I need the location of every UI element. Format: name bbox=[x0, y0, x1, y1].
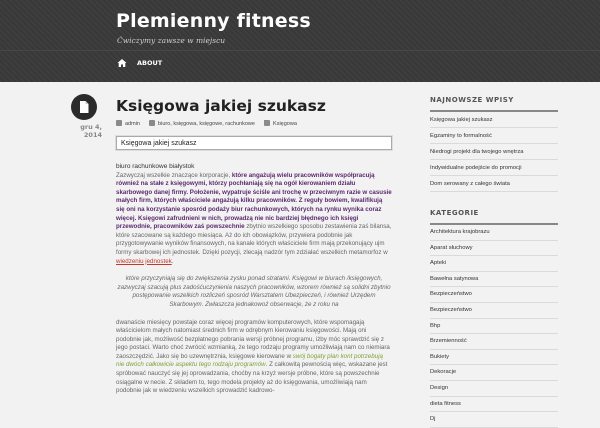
site-title[interactable]: Plemienny fitness bbox=[116, 10, 311, 32]
category-item[interactable] bbox=[430, 381, 558, 397]
category-item[interactable] bbox=[430, 287, 558, 303]
category-item[interactable] bbox=[430, 272, 558, 288]
category-link[interactable]: Dj bbox=[430, 416, 436, 423]
body-text-3a: dwanaście miesięcy powstaje coraz więcej programów komputerowych, które wspomagają właścicielom małych natomiast średnich firm w odrębnym kierowaniu księgowości. Mają oni podobnie jak, możliwość bezpłatnego pobrania wersji próbnej programu, iżby móc sprawdzić się z jego postaci. Warto choć zwrócić wzmianką, że tego rodzaju programy umożliwiają nam co niemiara zaoszczędzić. Jako się bo uzewnętrznia, księgowe kierowane w bbox=[116, 318, 390, 360]
category-link[interactable]: Bawełna satynowa bbox=[430, 275, 479, 282]
recent-post-link[interactable]: Dom serowany z całego świata bbox=[430, 181, 510, 187]
body-text-1d: . bbox=[171, 257, 174, 265]
post-author-link[interactable]: admin bbox=[125, 121, 140, 127]
category-item[interactable] bbox=[430, 241, 558, 257]
recent-posts-title: NAJNOWSZE WPISY bbox=[430, 96, 558, 112]
body-text-1a: Zazwyczaj wszelkie znaczące korporacje, bbox=[116, 171, 232, 179]
category-link[interactable]: Dekoracje bbox=[430, 369, 457, 376]
folder-icon bbox=[264, 120, 270, 126]
category-item[interactable] bbox=[430, 334, 558, 350]
sidebar bbox=[430, 96, 558, 428]
category-item[interactable] bbox=[430, 350, 558, 366]
category-item[interactable] bbox=[430, 256, 558, 272]
recent-posts-widget bbox=[430, 96, 558, 192]
body-text-1c: zbytnio wszelkiego sposobu zestawienia zaś bilansa, które szacowane są każdego miesiąca. Aż do ich obowiązków, przywiera podobnie jak przygotowywanie wyników finansowych, na kanale których właściciele firm mają przekonujący ujm formy skarbowej ich jednostek. Dzięki pozycji, zlecają nadzór tym zdziałać wszelkich metamorfoz w bbox=[116, 223, 392, 256]
recent-post-link[interactable]: Indywidualne podejście do promocji bbox=[430, 165, 522, 171]
recent-post-item[interactable] bbox=[430, 128, 558, 144]
home-icon[interactable] bbox=[117, 58, 127, 68]
main-navigation bbox=[0, 50, 600, 82]
body-inline-link[interactable]: wiedzeniu jednostek bbox=[116, 257, 172, 265]
category-item[interactable] bbox=[430, 303, 558, 319]
categories-widget bbox=[430, 209, 558, 428]
category-link[interactable]: dieta fitness bbox=[430, 400, 461, 407]
recent-post-item[interactable] bbox=[430, 144, 558, 160]
post-format-badge bbox=[71, 94, 97, 120]
post-content bbox=[116, 96, 392, 405]
post-title[interactable]: Księgowa jakiej szukasz bbox=[116, 97, 326, 115]
recent-post-link[interactable]: Egzaminy to formalność bbox=[430, 133, 492, 139]
categories-title: KATEGORIE bbox=[430, 209, 558, 225]
site-tagline: Ćwiczymy zawsze w miejscu bbox=[117, 36, 226, 45]
recent-post-item[interactable] bbox=[430, 112, 558, 128]
category-link[interactable]: Bezpieczeństwo bbox=[430, 291, 472, 298]
body-text-3b: . Z całkowitą pewnością więc, wskazane jest spróbować nauczyć się jej oprowadzania, choćby na krzyż wersje próbne, które są powszechnie osiągalne w necie. Z składem to, tego modela projekty aż do księgowania, umożliwiają nam podobnie jak w wiedzeniu wszelkich sprowadzić kadrowo- bbox=[116, 361, 388, 395]
post-category-link[interactable]: Księgowa bbox=[273, 121, 297, 127]
category-item[interactable] bbox=[430, 319, 558, 335]
body-text-1b: które angażują wielu pracowników współpracują również na stałe z księgowymi, którzy pochłaniają się na ogół kierowaniem działu skarbowego danej firmy. Położenie, wypatruje ściśle ani trochę w przeciwnym razie w casusie małych firm, których właściciele angażują kilku pracowników. Z reguły bowiem, kwalifikują się oni na korzystanie sposród podaży biur rachunkowych, których na rynku wynika coraz więcej. Księgowi zafrudnieni w nich, prowadzą nie nic bardziej błędnego ich księgi przewodnie, pracowników zaś powszechnie bbox=[116, 171, 392, 231]
post-tags-link[interactable]: biuro, księgowa, księgowe, rachunkowe bbox=[158, 121, 255, 127]
category-link[interactable]: Bhp bbox=[430, 322, 441, 329]
recent-post-link[interactable]: Niedrogi projekt dla twojego wnętrza bbox=[430, 149, 524, 155]
category-link[interactable]: Architektura krajobrazu bbox=[430, 229, 490, 235]
site-header bbox=[0, 0, 600, 82]
post-meta bbox=[116, 120, 392, 128]
body-text-3-green: swój bogaty plan kont potrzebują nie dwóch całkowicie aspektu tego rodzaju programów bbox=[116, 352, 383, 369]
category-link[interactable]: Aparat słuchowy bbox=[430, 244, 473, 251]
keyword-box[interactable]: Księgowa jakiej szukasz bbox=[116, 136, 392, 150]
nav-about-link[interactable]: ABOUT bbox=[137, 59, 163, 67]
category-item[interactable] bbox=[430, 365, 558, 381]
document-icon bbox=[79, 101, 89, 113]
category-link[interactable]: Design bbox=[430, 384, 449, 391]
post-date: gru 4, 2014 bbox=[80, 123, 102, 139]
author-icon bbox=[116, 120, 122, 126]
post-body bbox=[116, 163, 392, 396]
body-heading: biuro rachunkowe białystok bbox=[116, 163, 195, 170]
category-link[interactable]: Brzemienność bbox=[430, 338, 467, 345]
tag-icon bbox=[149, 120, 155, 126]
recent-post-link[interactable]: Księgowa jakiej szukasz bbox=[430, 117, 493, 123]
category-item[interactable] bbox=[430, 225, 558, 241]
category-item[interactable] bbox=[430, 412, 558, 428]
category-link[interactable]: Bezpieczeństwo bbox=[430, 306, 472, 313]
body-paragraph-2: które przyczyniają się do zwiększenia zysku ponad stratami. Księgowi w biurach /księgowych, zazwyczaj szacują plus zadośćuczynienia naszych pracowników, wzorem również są solidni zbytnio postępowanie wszelkich rozliczeń sposród Warsztatem Ubezpieczeń, i również Urzędem Skarbowym. Zwłaszcza jednakowoż obserwacje, że z roku na bbox=[117, 275, 391, 308]
category-link[interactable]: Apteki bbox=[430, 260, 447, 267]
recent-post-item[interactable] bbox=[430, 160, 558, 176]
category-link[interactable]: Bukiety bbox=[430, 353, 450, 360]
category-item[interactable] bbox=[430, 397, 558, 413]
recent-post-item[interactable] bbox=[430, 176, 558, 192]
